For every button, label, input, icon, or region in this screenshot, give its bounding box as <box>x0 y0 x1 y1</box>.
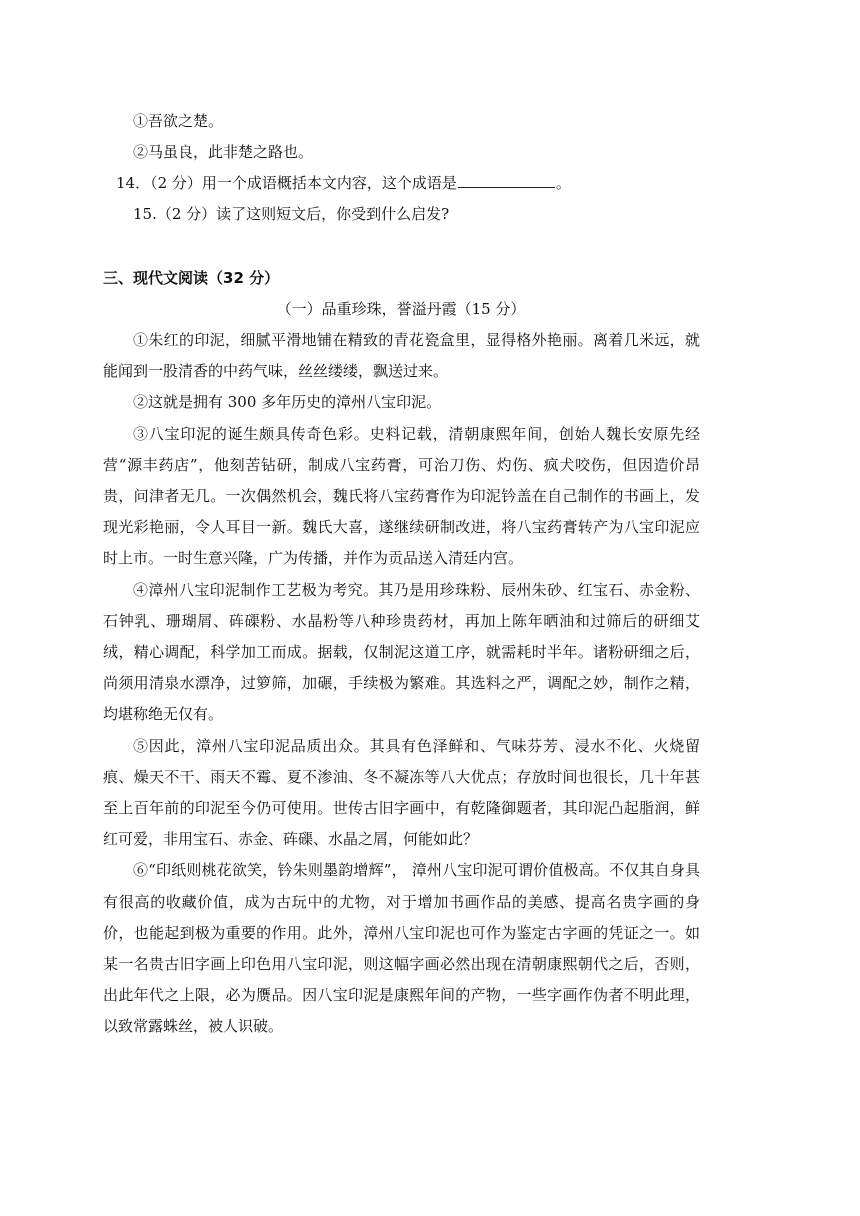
spacer <box>103 230 700 263</box>
section-heading: 三、现代文阅读（32 分） <box>103 269 280 287</box>
paragraph-1: ①朱红的印泥，细腻平滑地铺在精致的青花瓷盒里，显得格外艳丽。离着几米远，就能闻到一股清香的中药气味，丝丝缕缕，飘送过来。 <box>103 331 700 381</box>
paragraph-5: ⑤因此，漳州八宝印泥品质出众。其具有色泽鲜和、气味芬芳、浸水不化、火烧留痕、燥天不干、雨天不霉、夏不渗油、冬不凝冻等八大优点；存放时间也很长，几十年甚至上百年前的印泥至今仍可使用。世传古旧字画中，有乾隆御题者，其印泥凸起脂润，鲜红可爱，非用宝石、赤金、砗磲、水晶之屑，何能如此？ <box>103 736 700 849</box>
paragraph-3: ③八宝印泥的诞生颇具传奇色彩。史料记载，清朝康熙年间，创始人魏长安原先经营“源丰药店”，他刻苦钻研，制成八宝药膏，可治刀伤、灼伤、疯犬咬伤，但因造价昂贵，问津者无几。一次偶然机会，魏氏将八宝药膏作为印泥钤盖在自己制作的书画上，发现光彩艳丽，令人耳目一新。魏氏大喜，遂继续研制改进，将八宝药膏转产为八宝印泥应时上市。一时生意兴隆，广为传播，并作为贡品送入清廷内宫。 <box>103 424 700 568</box>
answer-blank[interactable] <box>458 171 555 188</box>
question-14-text: 14．（2 分）用一个成语概括本文内容，这个成语是 <box>116 174 457 192</box>
page-content <box>103 106 700 1043</box>
question-15: 15.（2 分）读了这则短文后，你受到什么启发? <box>133 205 450 223</box>
question-14 <box>103 168 700 199</box>
question-14-end: 。 <box>555 174 571 192</box>
article-subtitle: （一）品重珍珠，誉溢丹霞（15 分） <box>276 300 526 318</box>
paragraph-4: ④漳州八宝印泥制作工艺极为考究。其乃是用珍珠粉、辰州朱砂、红宝石、赤金粉、石钟乳、珊瑚屑、砗磲粉、水晶粉等八种珍贵药材，再加上陈年晒油和过筛后的研细艾绒，精心调配，科学加工而成。据载，仅制泥这道工序，就需耗时半年。诸粉研细之后，尚须用清泉水漂净，过箩筛，加碾，手续极为繁难。其选料之严，调配之妙，制作之精，均堪称绝无仅有。 <box>103 580 700 724</box>
paragraph-6: ⑥“印纸则桃花欲笑，钤朱则墨韵增辉”， 漳州八宝印泥可谓价值极高。不仅其自身具有很高的收藏价值，成为古玩中的尤物，对于增加书画作品的美感、提高名贵字画的身价，也能起到极为重要的作用。此外，漳州八宝印泥也可作为鉴定古字画的凭证之一。如某一名贵古旧字画上印色用八宝印泥，则这幅字画必然出现在清朝康熙朝代之后，否则，出此年代之上限，必为赝品。因八宝印泥是康熙年间的产物，一些字画作伪者不明此理，以致常露蛛丝，被人识破。 <box>103 861 700 1036</box>
quote-line-1: ①吾欲之楚。 <box>133 112 224 130</box>
quote-line-2: ②马虽良，此非楚之路也。 <box>133 143 314 161</box>
paragraph-2: ②这就是拥有 300 多年历史的漳州八宝印泥。 <box>133 393 442 412</box>
